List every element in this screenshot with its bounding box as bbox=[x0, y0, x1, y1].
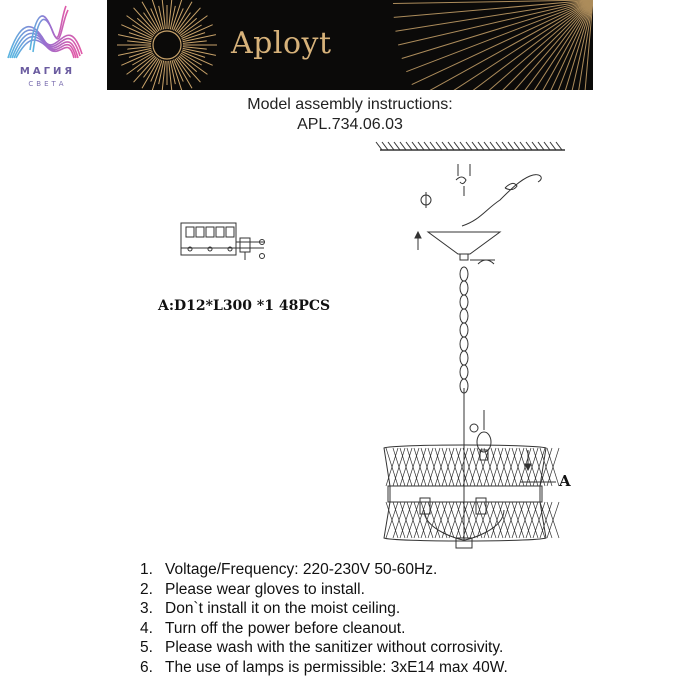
instruction-number: 1. bbox=[140, 561, 153, 578]
instruction-item bbox=[140, 599, 508, 619]
instruction-text: Don`t install it on the moist ceiling. bbox=[165, 600, 401, 617]
brand-banner bbox=[107, 0, 593, 90]
part-spec-label: A:D12*L300 *1 48PCS bbox=[158, 298, 331, 314]
instruction-text: Please wear gloves to install. bbox=[165, 580, 365, 598]
instruction-text: Turn off the power before cleanout. bbox=[165, 619, 406, 637]
instruction-text: The use of lamps is permissible: 3xE14 max 40W. bbox=[165, 658, 508, 676]
instruction-number: 5. bbox=[140, 639, 153, 656]
instructions-list bbox=[140, 560, 508, 677]
instruction-number: 6. bbox=[140, 658, 153, 676]
magiya-sveta-logo bbox=[0, 0, 95, 95]
instruction-number: 3. bbox=[140, 600, 153, 617]
instruction-item bbox=[140, 638, 508, 658]
brand-name: Aployt bbox=[231, 26, 332, 61]
model-number: APL.734.06.03 bbox=[297, 116, 403, 133]
instruction-item bbox=[140, 560, 508, 580]
logo-waves-icon bbox=[0, 0, 95, 66]
instruction-item bbox=[140, 619, 508, 639]
wiring-diagram bbox=[176, 218, 268, 264]
part-a-callout: A bbox=[559, 472, 571, 490]
instruction-text: Voltage/Frequency: 220-230V 50-60Hz. bbox=[165, 561, 438, 578]
instruction-text: Please wash with the sanitizer without corrosivity. bbox=[165, 639, 504, 656]
instruction-number: 4. bbox=[140, 619, 153, 637]
page-title: Model assembly instructions: bbox=[247, 96, 453, 113]
sunburst-decoration bbox=[107, 0, 593, 90]
instruction-number: 2. bbox=[140, 580, 153, 598]
instruction-item bbox=[140, 580, 508, 600]
chandelier-assembly-diagram bbox=[370, 130, 570, 560]
logo-tagline: СВЕТА bbox=[28, 80, 67, 88]
logo-name: МАГИЯ bbox=[19, 66, 76, 77]
instruction-item bbox=[140, 658, 508, 678]
